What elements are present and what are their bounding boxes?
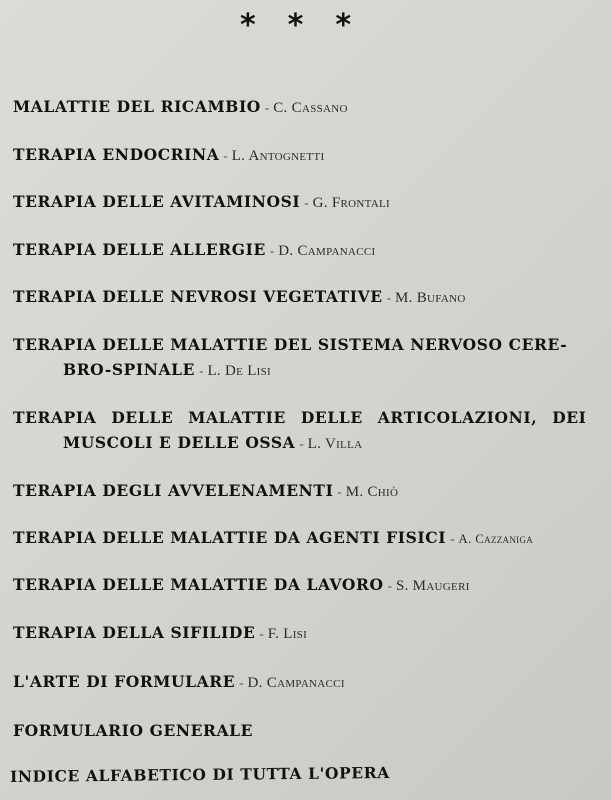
- separator: -: [269, 243, 275, 258]
- toc-entry: [13, 481, 398, 501]
- toc-entry-continuation: [63, 433, 362, 453]
- entry-title-continuation: MUSCOLI E DELLE OSSA: [63, 433, 296, 452]
- entry-title: TERAPIA DELLA SIFILIDE: [13, 623, 256, 642]
- entry-author: C. Cassano: [273, 100, 348, 116]
- entry-title-continuation: BRO-SPINALE: [63, 360, 196, 379]
- separator: -: [387, 578, 392, 593]
- toc-entry: [13, 97, 348, 117]
- toc-entry: [13, 528, 533, 547]
- separator: -: [264, 100, 270, 115]
- toc-entry: [13, 672, 345, 692]
- entry-title: TERAPIA DELLE MALATTIE DELLE ARTICOLAZIONI, DEI: [13, 408, 587, 427]
- entry-title: TERAPIA DELLE MALATTIE DA LAVORO: [13, 575, 384, 594]
- entry-author: F. Lisi: [267, 626, 308, 642]
- entry-title: TERAPIA DELLE ALLERGIE: [13, 240, 266, 259]
- toc-entry: [10, 763, 390, 786]
- entry-author: D. Campanacci: [278, 243, 376, 259]
- entry-title: TERAPIA ENDOCRINA: [13, 145, 220, 164]
- toc-entry: [13, 721, 253, 740]
- separator: -: [199, 363, 204, 378]
- entry-title: FORMULARIO GENERALE: [13, 721, 254, 740]
- entry-author: G. Frontali: [312, 195, 390, 211]
- asterisk-icon: *: [335, 8, 372, 43]
- entry-title: TERAPIA DELLE AVITAMINOSI: [13, 192, 301, 211]
- separator: -: [386, 290, 392, 305]
- separator: -: [299, 436, 304, 451]
- toc-entry: [13, 623, 307, 643]
- separator: -: [337, 484, 342, 499]
- toc-entry: [13, 408, 587, 427]
- separator: -: [223, 148, 228, 163]
- entry-author: A. Cazzaniga: [458, 531, 534, 546]
- entry-author: M. Chiò: [345, 484, 399, 500]
- toc-entry: [13, 335, 567, 354]
- toc-entry-continuation: [63, 360, 271, 380]
- entry-author: D. Campanacci: [247, 675, 345, 691]
- toc-entry: [13, 575, 470, 595]
- asterisk-icon: *: [239, 8, 276, 43]
- toc-entry: [13, 240, 375, 260]
- separator: -: [239, 675, 244, 690]
- entry-author: S. Maugeri: [395, 578, 470, 594]
- entry-title: TERAPIA DELLE MALATTIE DEL SISTEMA NERVOSO CERE-: [13, 335, 568, 354]
- ornament-asterisks: [0, 8, 611, 43]
- entry-title: L'ARTE DI FORMULARE: [13, 672, 236, 691]
- entry-author: L. Antognetti: [231, 148, 325, 164]
- entry-author: M. Bufano: [395, 290, 466, 306]
- entry-title: INDICE ALFABETICO DI TUTTA L'OPERA: [9, 763, 390, 786]
- separator: -: [259, 626, 264, 641]
- toc-entry: [13, 287, 466, 307]
- separator: -: [450, 531, 455, 546]
- toc-entry: [13, 145, 324, 165]
- entry-title: TERAPIA DEGLI AVVELENAMENTI: [13, 481, 334, 500]
- entry-author: L. De Lisi: [207, 363, 272, 379]
- asterisk-icon: *: [287, 8, 324, 43]
- entry-title: MALATTIE DEL RICAMBIO: [13, 97, 261, 116]
- entry-title: TERAPIA DELLE NEVROSI VEGETATIVE: [13, 287, 383, 306]
- separator: -: [304, 195, 309, 210]
- entry-author: L. Villa: [307, 436, 363, 452]
- entry-title: TERAPIA DELLE MALATTIE DA AGENTI FISICI: [13, 528, 447, 547]
- toc-entry: [13, 192, 390, 212]
